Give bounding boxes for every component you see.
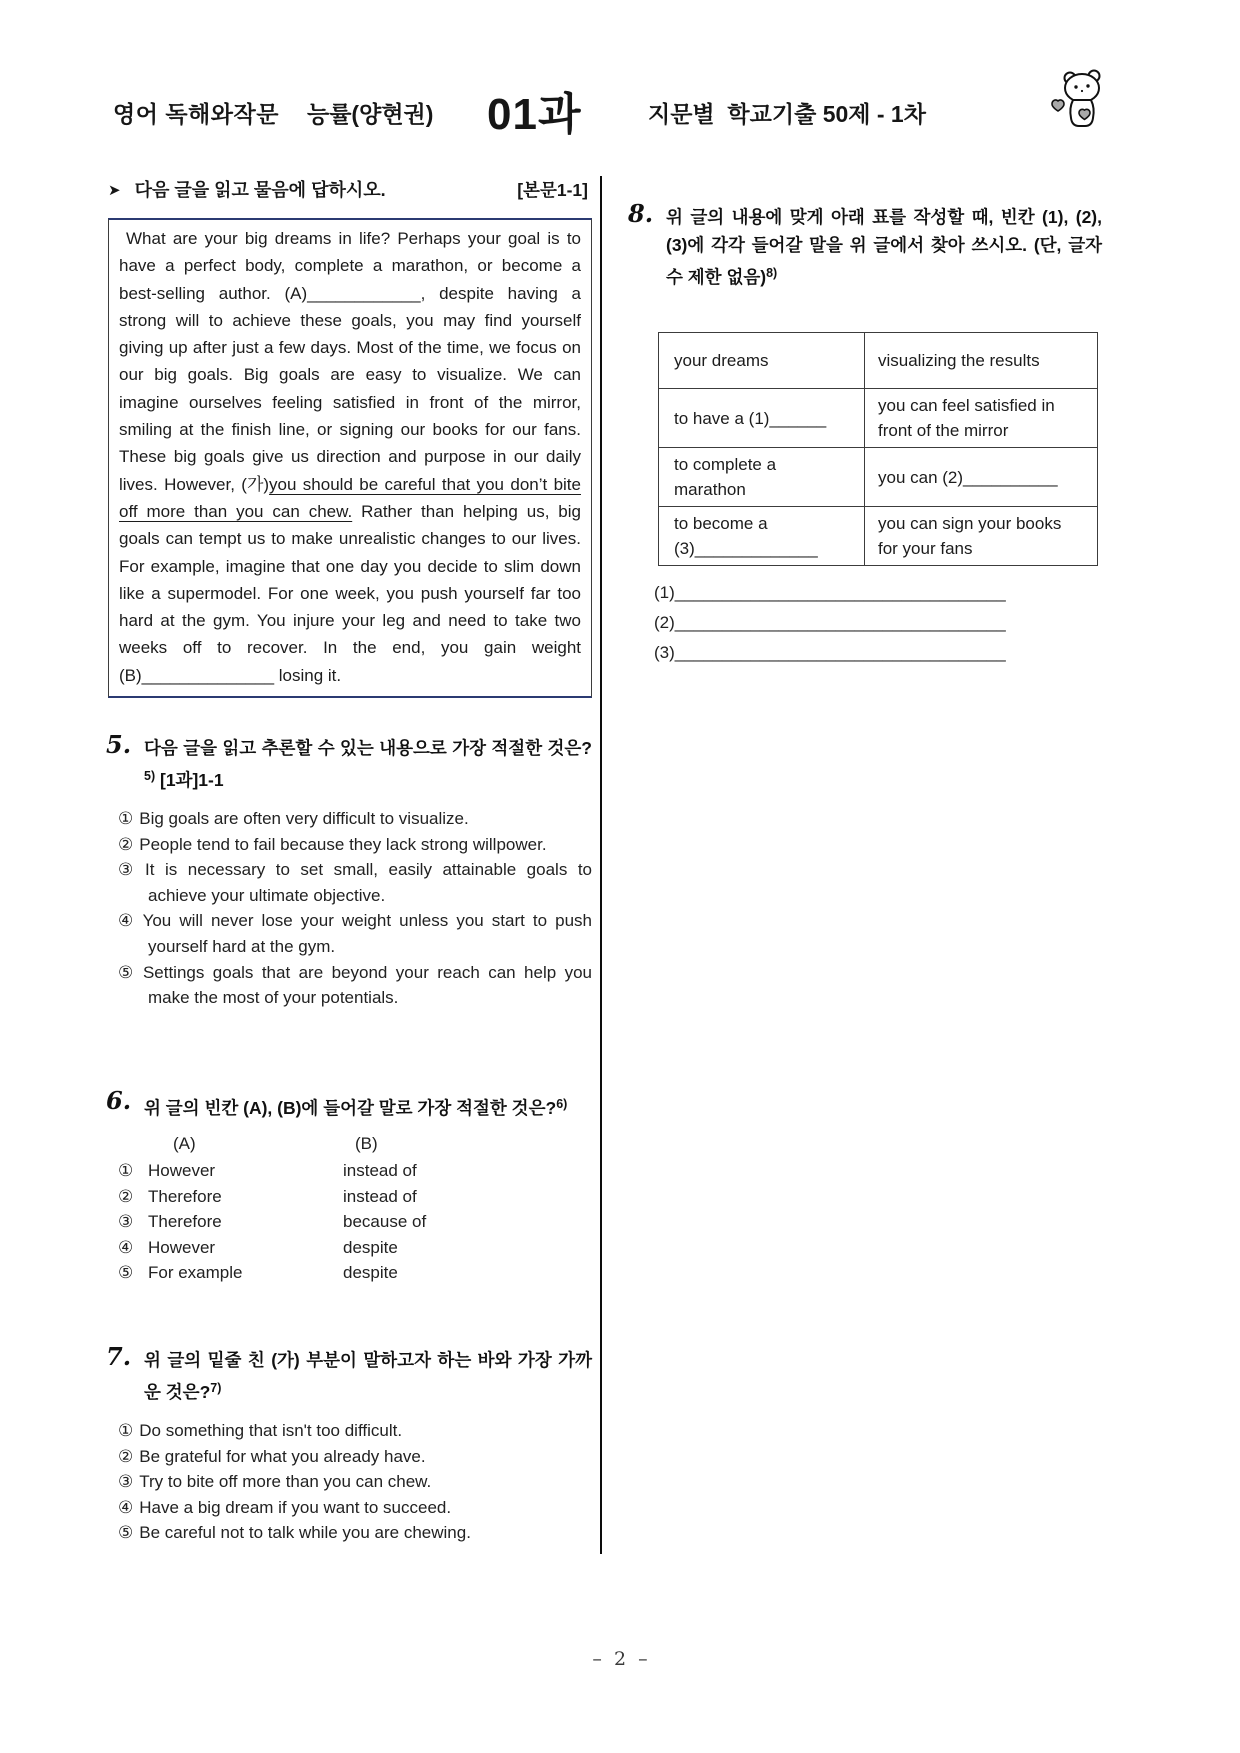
option-4-text: You will never lose your weight unless you start to push yourself hard at the gym. <box>142 911 592 956</box>
option-4-text: Have a big dream if you want to succeed. <box>139 1497 452 1517</box>
table-cell: you can feel satisfied in front of the mirror <box>864 388 1097 447</box>
passage-part1: What are your big dreams in life? Perhaps your goal is to have a perfect body, complete a marathon, or become a best-selling author. (A)____________, despite having a strong will to achieve these goals, you may find yourself giving up after just a few days. Most of the time, we focus on our big goals. Big goals are easy to visualize. We can imagine ourselves feeling satisfied in front of the mirror, smiling at the finish line, or signing our books for our fans. These big goals give us direction and purpose in our daily lives. However, (가) <box>119 229 581 494</box>
direction-line <box>108 176 592 202</box>
answer-line-3 <box>654 638 1124 668</box>
circle-4-icon: ④ <box>118 1237 134 1257</box>
passage-box <box>108 218 592 698</box>
question-7-footnote: 7) <box>210 1381 222 1395</box>
option-2 <box>118 1184 592 1210</box>
option-4 <box>118 1235 592 1261</box>
circle-5-icon: ⑤ <box>118 1263 134 1283</box>
question-5-number: 5. <box>106 730 132 759</box>
option-2-a: Therefore <box>148 1186 222 1206</box>
option-2 <box>118 1444 592 1470</box>
circle-3-icon: ③ <box>118 1212 134 1232</box>
option-3 <box>118 857 592 908</box>
header-book: 능률(양현권) <box>307 101 434 127</box>
question-7-options <box>118 1418 592 1546</box>
circle-3-icon: ③ <box>118 1472 134 1492</box>
answer-2-label: (2) <box>654 613 675 632</box>
option-4 <box>118 1495 592 1521</box>
question-5-stem <box>144 734 592 794</box>
option-2-text: Be grateful for what you already have. <box>139 1446 426 1466</box>
question-8-number: 8. <box>628 199 654 228</box>
option-3-text: Try to bite off more than you can chew. <box>139 1472 432 1492</box>
question-8-stem <box>666 203 1102 291</box>
option-5 <box>118 960 592 1011</box>
option-2-text: People tend to fail because they lack strong willpower. <box>139 834 547 854</box>
question-6-number: 6. <box>106 1086 132 1115</box>
question-6-stem <box>144 1090 592 1122</box>
circle-2-icon: ② <box>118 1446 134 1466</box>
question-5-ref: [1과]1-1 <box>155 770 224 790</box>
column-a-header: (A) <box>173 1134 196 1153</box>
passage-underlined-ga: you should be careful that you don’t bite off more than you can chew. <box>119 474 581 521</box>
question-7-number: 7. <box>106 1342 132 1371</box>
question-5 <box>106 730 593 1011</box>
question-8 <box>628 199 1102 291</box>
option-3-a: Therefore <box>148 1212 222 1232</box>
question-5-options <box>118 806 592 1011</box>
option-1 <box>118 1158 592 1184</box>
answer-1-label: (1) <box>654 583 675 602</box>
question-8-text: 위 글의 내용에 맞게 아래 표를 작성할 때, 빈칸 (1), (2), (3)에 각각 들어갈 말을 위 글에서 찾아 쓰시오. (단, 글자 수 제한 없음) <box>666 207 1102 287</box>
header-subject: 영어 독해와작문 <box>113 101 279 127</box>
table-cell: you can (2)__________ <box>864 447 1097 506</box>
option-3-b: because of <box>343 1212 427 1232</box>
option-4 <box>118 908 592 959</box>
question-5-text: 다음 글을 읽고 추론할 수 있는 내용으로 가장 적절한 것은? <box>144 738 592 758</box>
table-cell: your dreams <box>674 351 769 370</box>
option-4-a: However <box>148 1237 216 1257</box>
option-3 <box>118 1469 592 1495</box>
option-1 <box>118 1418 592 1444</box>
circle-2-icon: ② <box>118 834 134 854</box>
answer-3-label: (3) <box>654 643 675 662</box>
option-2 <box>118 832 592 858</box>
header-lesson-number: 01과 <box>487 90 582 139</box>
option-1-a: However <box>148 1161 216 1180</box>
option-5-text: Be careful not to talk while you are chewing. <box>139 1523 471 1543</box>
answer-3-blank: ___________________________________ <box>674 643 1006 662</box>
question-6-text: 위 글의 빈칸 (A), (B)에 들어갈 말로 가장 적절한 것은? <box>144 1098 557 1118</box>
circle-5-icon: ⑤ <box>118 962 137 982</box>
option-5-b: despite <box>343 1263 398 1283</box>
option-5-text: Settings goals that are beyond your reach can help you make the most of your potentials. <box>142 962 592 1008</box>
bear-mascot-icon <box>1050 66 1112 139</box>
option-3 <box>118 1209 592 1235</box>
question-7-stem <box>144 1346 592 1406</box>
table-cell: you can sign your books for your fans <box>864 506 1097 565</box>
option-4-b: despite <box>343 1237 398 1257</box>
ab-column-headers <box>118 1134 592 1154</box>
option-5 <box>118 1260 592 1286</box>
question-5-footnote: 5) <box>144 769 156 783</box>
question-6-footnote: 6) <box>556 1097 568 1111</box>
option-1-text: Do something that isn't too difficult. <box>139 1421 403 1440</box>
direction-arrow-icon: ➤ <box>108 182 121 199</box>
column-b-header: (B) <box>355 1134 378 1153</box>
option-1-text: Big goals are often very difficult to visualize. <box>139 809 469 828</box>
question-8-footnote: 8) <box>766 266 778 280</box>
circle-1-icon: ① <box>118 809 134 828</box>
question-7 <box>106 1342 592 1546</box>
table-cell: visualizing the results <box>864 333 1097 388</box>
table-cell: to become a (3)_____________ <box>659 506 864 565</box>
circle-1-icon: ① <box>118 1421 134 1440</box>
question-7-text: 위 글의 밑줄 친 (가) 부분이 말하고자 하는 바와 가장 가까운 것은? <box>144 1350 592 1402</box>
circle-2-icon: ② <box>118 1186 134 1206</box>
question-6-options <box>108 1158 592 1286</box>
option-3-text: It is necessary to set small, easily attainable goals to achieve your ultimate objective. <box>145 860 593 905</box>
option-2-b: instead of <box>343 1186 417 1206</box>
option-1-b: instead of <box>343 1161 417 1180</box>
page-number: – 2 – <box>592 1648 648 1670</box>
answer-line-2 <box>654 608 1124 638</box>
answer-1-blank: ___________________________________ <box>674 583 1006 602</box>
circle-1-icon: ① <box>118 1161 134 1180</box>
answer-line-1 <box>654 578 1124 608</box>
table-cell: to complete a marathon <box>659 447 864 506</box>
option-5-a: For example <box>148 1263 243 1283</box>
answer-blanks <box>654 578 1124 668</box>
direction-text: 다음 글을 읽고 물음에 답하시오. <box>134 180 386 200</box>
circle-3-icon: ③ <box>118 860 140 880</box>
passage-reference: [본문1-1] <box>517 180 588 200</box>
option-1 <box>118 806 592 832</box>
circle-4-icon: ④ <box>118 1497 134 1517</box>
answer-2-blank: ___________________________________ <box>674 613 1006 632</box>
passage-text <box>119 225 581 689</box>
table-cell: to have a (1)______ <box>659 388 864 447</box>
circle-5-icon: ⑤ <box>118 1523 134 1543</box>
circle-4-icon: ④ <box>118 911 137 931</box>
passage-part2: Rather than helping us, big goals can tempt us to make unrealistic changes to our lives. For example, imagine that one day you decide to slim down like a supermodel. For one week, you push yourself far too hard at the gym. You injure your leg and need to take two weeks off to recover. In the end, you gain weight (B)______________ losing it. <box>119 501 581 685</box>
summary-table <box>658 332 1098 566</box>
question-6 <box>106 1086 592 1286</box>
option-5 <box>118 1520 592 1546</box>
column-divider <box>600 176 602 1554</box>
header-title: 지문별 학교기출 50제 - 1차 <box>648 101 926 127</box>
